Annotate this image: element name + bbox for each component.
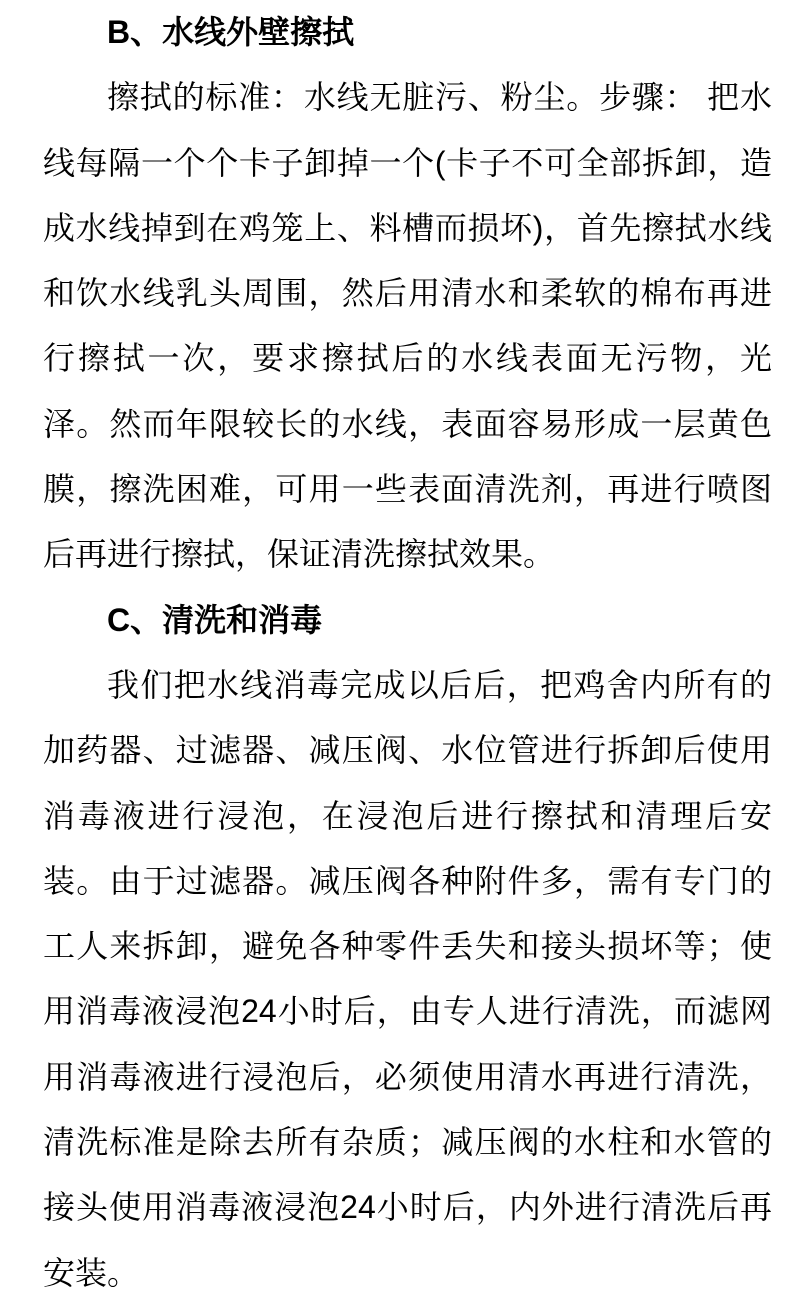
paragraph-line: 线每隔一个个卡子卸掉一个(卡子不可全部拆卸，造 bbox=[43, 144, 772, 181]
paragraph-line: 后再进行擦拭，保证清洗擦拭效果。 bbox=[43, 536, 556, 573]
paragraph-line: 工人来拆卸，避免各种零件丢失和接头损坏等；使 bbox=[43, 928, 772, 965]
paragraph-line: 接头使用消毒液浸泡24小时后，内外进行清洗后再 bbox=[43, 1189, 772, 1226]
paragraph-line: 消毒液进行浸泡，在浸泡后进行擦拭和清理后安 bbox=[43, 797, 772, 834]
section-heading: B、水线外壁擦拭 bbox=[107, 14, 355, 50]
section-heading: C、清洗和消毒 bbox=[107, 601, 323, 638]
paragraph-line: 和饮水线乳头周围，然后用清水和柔软的棉布再进 bbox=[43, 275, 772, 312]
paragraph-line: 清洗标准是除去所有杂质；减压阀的水柱和水管的 bbox=[43, 1124, 772, 1161]
paragraph-line: 擦拭的标准：水线无脏污、粉尘。步骤： 把水 bbox=[107, 79, 772, 116]
paragraph-line: 装。由于过滤器。减压阀各种附件多，需有专门的 bbox=[43, 862, 772, 899]
paragraph-line: 行擦拭一次，要求擦拭后的水线表面无污物，光 bbox=[43, 340, 772, 377]
paragraph-line: 用消毒液浸泡24小时后，由专人进行清洗，而滤网 bbox=[43, 993, 772, 1030]
paragraph-line: 我们把水线消毒完成以后后，把鸡舍内所有的 bbox=[107, 666, 772, 703]
paragraph-line: 膜，擦洗困难，可用一些表面清洗剂，再进行喷图 bbox=[43, 471, 772, 508]
paragraph-line: 用消毒液进行浸泡后，必须使用清水再进行清洗， bbox=[43, 1058, 772, 1095]
paragraph-line: 安装。 bbox=[43, 1254, 140, 1291]
paragraph-line: 加药器、过滤器、减压阀、水位管进行拆卸后使用 bbox=[43, 732, 772, 769]
paragraph-line: 泽。然而年限较长的水线，表面容易形成一层黄色 bbox=[43, 405, 772, 442]
paragraph-line: 成水线掉到在鸡笼上、料槽而损坏)，首先擦拭水线 bbox=[43, 209, 772, 246]
